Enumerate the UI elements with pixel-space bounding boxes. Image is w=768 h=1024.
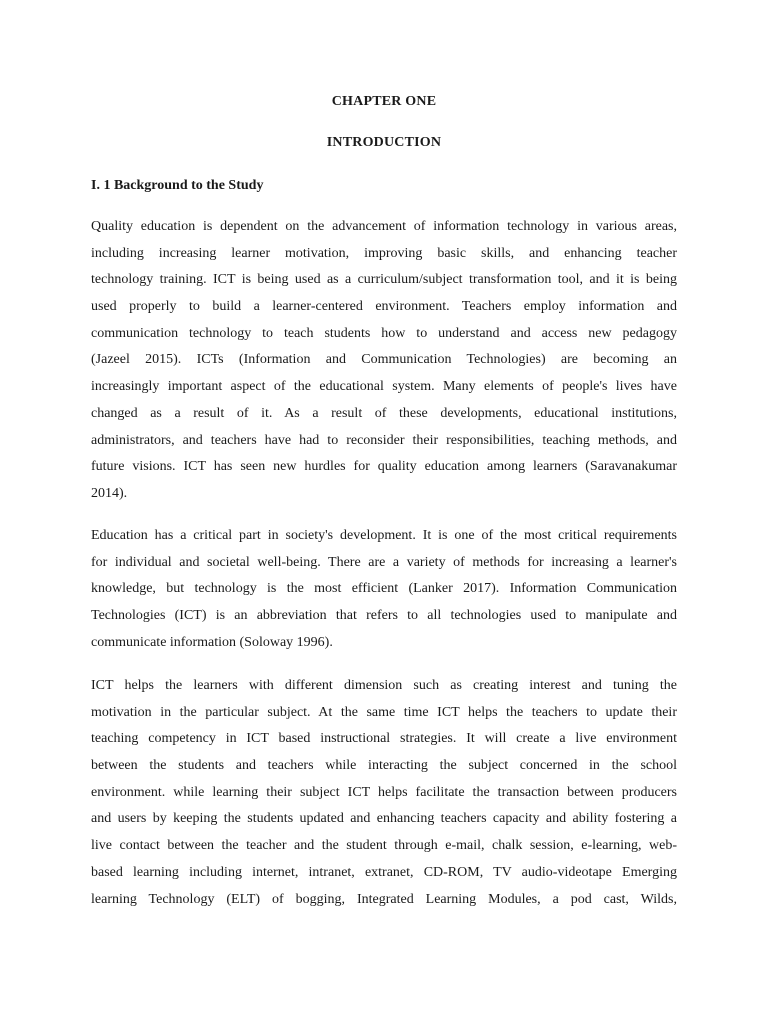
text-line: (Jazeel 2015). ICTs (Information and Communication Technologies) are becoming an xyxy=(91,352,677,368)
paragraph-1 xyxy=(91,214,677,508)
text-line: Education has a critical part in society's development. It is one of the most critical requirements xyxy=(91,528,677,543)
text-line: environment. while learning their subject ICT helps facilitate the transaction between producers xyxy=(91,784,677,800)
text-line: teaching competency in ICT based instructional strategies. It will create a live environment xyxy=(91,731,677,747)
paragraph-3 xyxy=(91,673,677,913)
chapter-subtitle: INTRODUCTION xyxy=(326,135,442,150)
section-heading: I. 1 Background to the Study xyxy=(91,178,264,193)
text-line: between the students and teachers while interacting the subject concerned in the school xyxy=(91,758,677,774)
paragraph-2 xyxy=(91,523,677,656)
text-line: including increasing learner motivation, improving basic skills, and enhancing teacher xyxy=(91,245,677,261)
text-line: based learning including internet, intranet, extranet, CD-ROM, TV audio-videotape Emerging xyxy=(91,864,677,880)
text-line: Quality education is dependent on the advancement of information technology in various areas, xyxy=(91,219,677,234)
text-line: increasingly important aspect of the educational system. Many elements of people's lives have xyxy=(91,379,677,395)
text-line: knowledge, but technology is the most efficient (Lanker 2017). Information Communication xyxy=(91,581,677,597)
text-line: Technologies (ICT) is an abbreviation that refers to all technologies used to manipulate and xyxy=(91,608,677,624)
text-line: used properly to build a learner-centered environment. Teachers employ information and xyxy=(91,299,677,315)
text-line: changed as a result of it. As a result of these developments, educational institutions, xyxy=(91,405,677,421)
text-line: communication technology to teach students how to understand and access new pedagogy xyxy=(91,325,677,341)
text-line: 2014). xyxy=(91,485,128,501)
text-line: and users by keeping the students updated and enhancing teachers capacity and ability fostering a xyxy=(91,811,677,827)
text-line: learning Technology (ELT) of bogging, Integrated Learning Modules, a pod cast, Wilds, xyxy=(91,891,677,907)
text-line: for individual and societal well-being. There are a variety of methods for increasing a learner's xyxy=(91,554,677,570)
text-line: live contact between the teacher and the student through e-mail, chalk session, e-learning, web- xyxy=(91,838,677,854)
chapter-title: CHAPTER ONE xyxy=(331,94,437,109)
text-line: motivation in the particular subject. At the same time ICT helps the teachers to update their xyxy=(91,704,677,720)
text-line: technology training. ICT is being used as a curriculum/subject transformation tool, and it is being xyxy=(91,272,677,288)
text-line: administrators, and teachers have had to reconsider their responsibilities, teaching methods, and xyxy=(91,432,677,448)
text-line: future visions. ICT has seen new hurdles for quality education among learners (Saravanakumar xyxy=(91,459,677,475)
text-line: communicate information (Soloway 1996). xyxy=(91,634,333,650)
text-line: ICT helps the learners with different dimension such as creating interest and tuning the xyxy=(91,678,677,693)
